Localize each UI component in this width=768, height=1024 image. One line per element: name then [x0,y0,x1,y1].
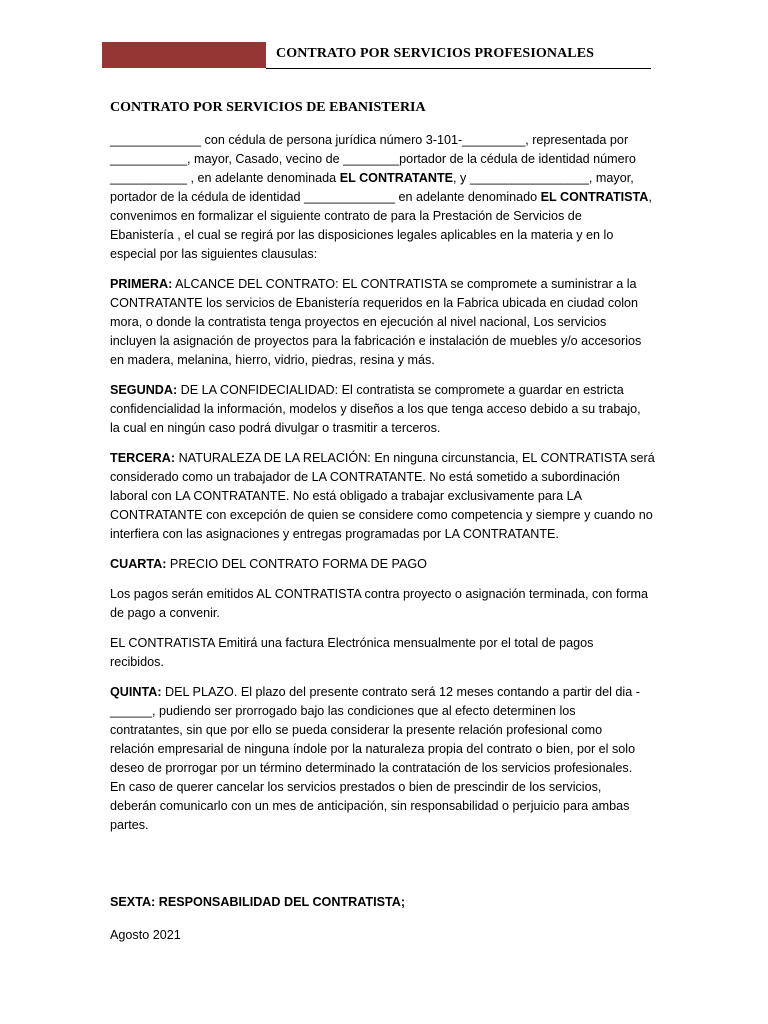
intro-paragraph [110,131,658,264]
intro-line: _____________ con cédula de persona jurídica número 3-101-_________, representada por [110,133,629,147]
intro-line: convenimos en formalizar el siguiente contrato de para la Prestación de Servicios de [110,209,582,223]
document-title: CONTRATO POR SERVICIOS DE EBANISTERIA [110,100,426,115]
cuarta-payment-paragraph: Los pagos serán emitidos AL CONTRATISTA contra proyecto o asignación terminada, con forma de pago a convenir. [110,587,649,620]
intro-line: portador de la cédula de identidad _____________ en adelante denominado EL CONTRATISTA, [110,190,652,204]
clause-primera: PRIMERA: ALCANCE DEL CONTRATO: EL CONTRATISTA se compromete a suministrar a la CONTRATANTE los servicios de Ebanistería requeridos en la Fabrica ubicada en ciudad colon mora, o donde la contratista tenga proyectos en ejecución al nivel nacional, Los servicios incluyen la asignación de proyectos para la fabricación e instalación de muebles y/o accesorios en madera, melanina, hierro, vidrio, piedras, resina y más. [110,277,642,367]
header-title: CONTRATO POR SERVICIOS PROFESIONALES [276,46,595,61]
intro-line: ___________, mayor, Casado, vecino de ________portador de la cédula de identidad número [110,152,636,166]
clause-label: SEXTA: [110,895,156,909]
blank-space [110,846,658,893]
clause-label: TERCERA: [110,451,176,465]
clause-segunda: SEGUNDA: DE LA CONFIDECIALIDAD: El contratista se compromete a guardar en estricta confidencialidad la información, modelos y diseños a los que tenga acceso debido a su trabajo, la cual en ningún caso podrá divulgar o trasmitir a terceros. [110,383,641,435]
clause-label: QUINTA: [110,685,162,699]
clause-tercera: TERCERA: NATURALEZA DE LA RELACIÓN: En ninguna circunstancia, EL CONTRATISTA será considerado como un trabajador de LA CONTRATANTE. No está sometido a subordinación laboral con LA CONTRATANTE. No está obligado a trabajar exclusivamente para LA CONTRATANTE con excepción de quien se considere como competencia y siempre y cuando no interfiera con las asignaciones y entregas programadas por LA CONTRATANTE. [110,451,655,541]
intro-line: ___________ , en adelante denominada EL CONTRATANTE, y _________________, mayor, [110,171,634,185]
header-accent-bar [102,42,266,68]
clause-label: PRIMERA: [110,277,173,291]
header-rule [266,68,651,69]
footer-date: Agosto 2021 [110,928,181,942]
intro-line: especial por las siguientes clausulas: [110,247,318,261]
document-body [110,131,658,956]
clause-cuarta: CUARTA: PRECIO DEL CONTRATO FORMA DE PAGO [110,557,427,571]
clause-quinta: QUINTA: DEL PLAZO. El plazo del presente contrato será 12 meses contando a partir del dia - ______, pudiendo ser prorrogado bajo las condiciones que al efecto determinen los contratantes, sin que por ello se pueda considerar la presente relación profesional como relación empresarial de ninguna índole por la naturaleza propia del contrato o bien, por el solo deseo de prorrogar por un término determinado la contratación de los servicios profesionales. En caso de querer cancelar los servicios prestados o bien de prescindir de los servicios, deberán comunicarlo con un mes de anticipación, sin responsabilidad o perjuicio para ambas partes. [110,685,640,832]
clause-sexta: SEXTA: RESPONSABILIDAD DEL CONTRATISTA; [110,895,406,909]
clause-label: CUARTA: [110,557,167,571]
intro-line: Ebanistería , el cual se regirá por las disposiciones legales aplicables en la materia y en lo [110,228,614,242]
clause-label: SEGUNDA: [110,383,178,397]
cuarta-invoice-paragraph: EL CONTRATISTA Emitirá una factura Electrónica mensualmente por el total de pagos recibidos. [110,636,594,669]
